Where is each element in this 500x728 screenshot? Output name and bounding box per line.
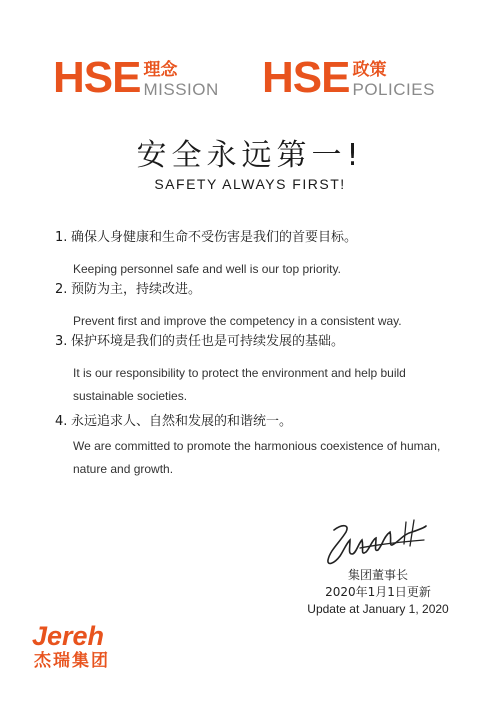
policy-item-en: Prevent first and improve the competency in a consistent way.: [73, 314, 402, 328]
hse-policies-big: HSE: [262, 53, 350, 102]
signature-image: [320, 510, 430, 572]
policy-item-4: [55, 412, 455, 481]
policy-item-3: [55, 332, 455, 408]
hse-mission-heading: [53, 53, 219, 102]
policy-item-2: [55, 280, 455, 333]
hse-mission-en: MISSION: [143, 80, 219, 99]
policy-item-cn: [55, 412, 455, 432]
policy-item-cn: [55, 280, 455, 300]
policy-item-cn-text: 永远追求人、自然和发展的和谐统一。: [71, 414, 293, 429]
hse-mission-sub: [143, 60, 218, 100]
hse-policies-cn: 政策: [352, 60, 387, 80]
policy-item-cn-text: 预防为主，持续改进。: [71, 282, 202, 297]
hse-policies-en: POLICIES: [352, 80, 435, 99]
title-en: SAFETY ALWAYS FIRST!: [154, 176, 346, 192]
logo-cn: 杰瑞集团: [34, 651, 110, 671]
hse-policies-heading: [262, 53, 435, 102]
hse-mission-cn: 理念: [143, 60, 178, 80]
title-cn: 安全永远第一!: [136, 138, 364, 173]
logo-wordmark: Jereh: [32, 621, 105, 651]
policy-item-cn-text: 保护环境是我们的责任也是可持续发展的基础。: [71, 334, 345, 349]
policy-item-number: 3.: [55, 334, 68, 349]
hse-policies-sub: [352, 60, 434, 100]
policy-item-1: [55, 228, 455, 281]
policy-item-number: 2.: [55, 282, 68, 297]
policy-item-en: Keeping personnel safe and well is our top priority.: [73, 262, 341, 276]
policy-item-cn: [55, 332, 455, 352]
policy-item-cn-text: 确保人身健康和生命不受伤害是我们的首要目标。: [71, 230, 358, 245]
signoff-date-cn: 2020年1月1日更新: [325, 585, 431, 599]
policy-item-cn: [55, 228, 455, 248]
signoff-title: 集团董事长: [347, 568, 408, 582]
hse-mission-big: HSE: [53, 53, 141, 102]
policy-item-en: We are committed to promote the harmonious coexistence of human, nature and growth.: [73, 439, 441, 476]
signoff-date-en: Update at January 1, 2020: [307, 602, 449, 616]
jereh-logo: [32, 622, 152, 682]
policy-item-number: 1.: [55, 230, 68, 245]
policy-item-number: 4.: [55, 414, 68, 429]
policy-item-en: It is our responsibility to protect the environment and help build sustainable societies.: [73, 366, 406, 403]
